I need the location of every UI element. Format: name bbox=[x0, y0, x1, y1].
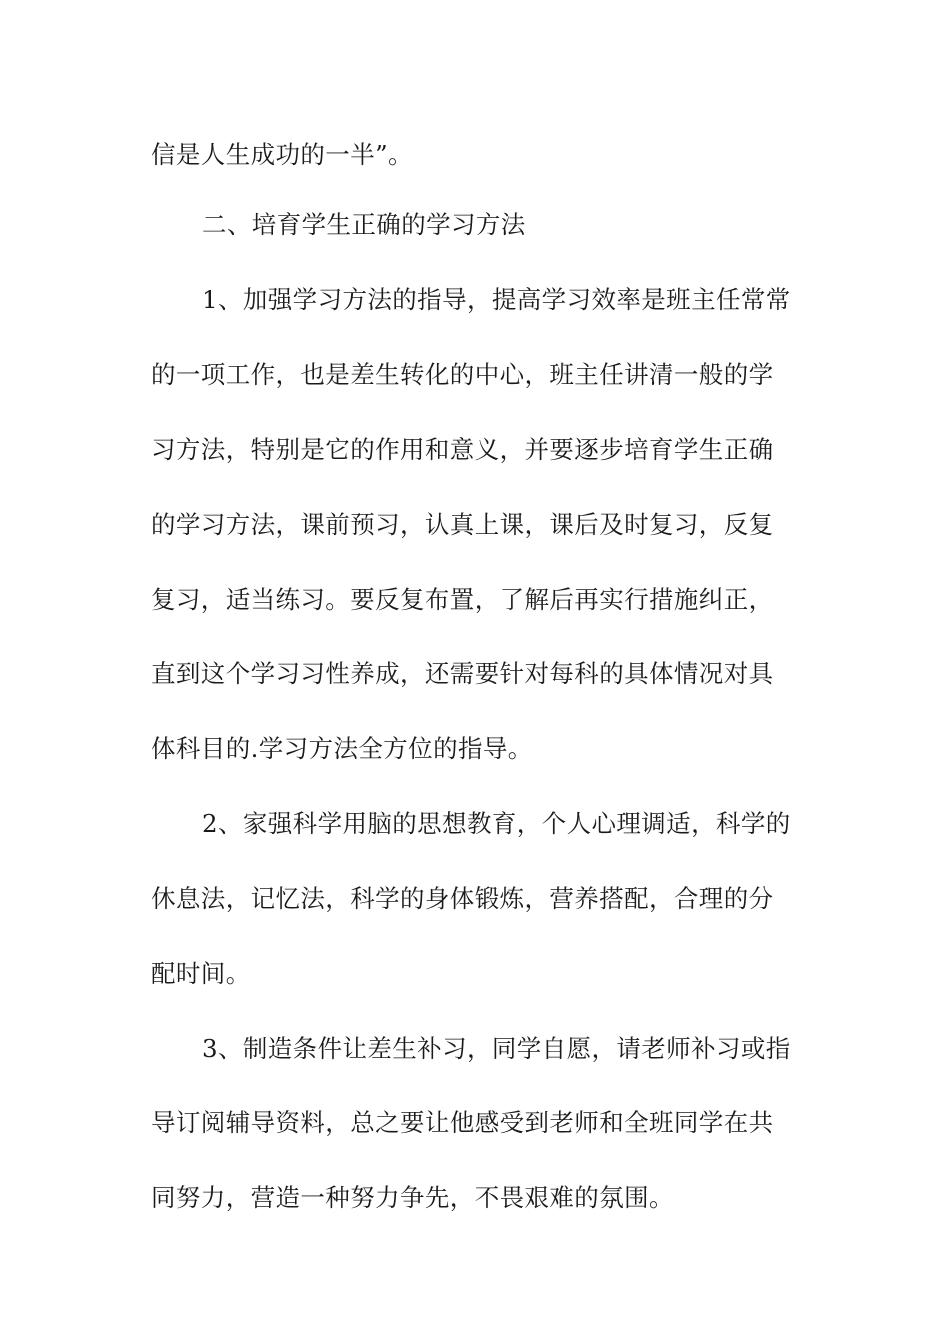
text-line: 习方法，特别是它的作用和意义，并要逐步培育学生正确 bbox=[151, 435, 774, 464]
text-line: 1、加强学习方法的指导，提高学习效率是班主任常常 bbox=[202, 285, 791, 314]
text-line: 3、制造条件让差生补习，同学自愿，请老师补习或指 bbox=[202, 1034, 791, 1063]
text-line: 的一项工作，也是差生转化的中心，班主任讲清一般的学 bbox=[151, 360, 774, 389]
text-line: 的学习方法，课前预习，认真上课，课后及时复习，反复 bbox=[151, 510, 774, 539]
text-line: 2、家强科学用脑的思想教育，个人心理调适，科学的 bbox=[202, 809, 791, 838]
text-line: 配时间。 bbox=[151, 959, 251, 988]
section-heading: 二、培育学生正确的学习方法 bbox=[202, 210, 526, 239]
text-line: 导订阅辅导资料，总之要让他感受到老师和全班同学在共 bbox=[151, 1108, 774, 1137]
text-line: 信是人生成功的一半”。 bbox=[151, 140, 413, 169]
text-line: 休息法，记忆法，科学的身体锻炼，营养搭配，合理的分 bbox=[151, 884, 774, 913]
text-line: 同努力，营造一种努力争先，不畏艰难的氛围。 bbox=[151, 1183, 674, 1212]
text-line: 体科目的.学习方法全方位的指导。 bbox=[151, 734, 533, 763]
text-line: 直到这个学习习性养成，还需要针对每科的具体情况对具 bbox=[151, 659, 774, 688]
text-line: 复习，适当练习。要反复布置，了解后再实行措施纠正， bbox=[151, 585, 774, 614]
